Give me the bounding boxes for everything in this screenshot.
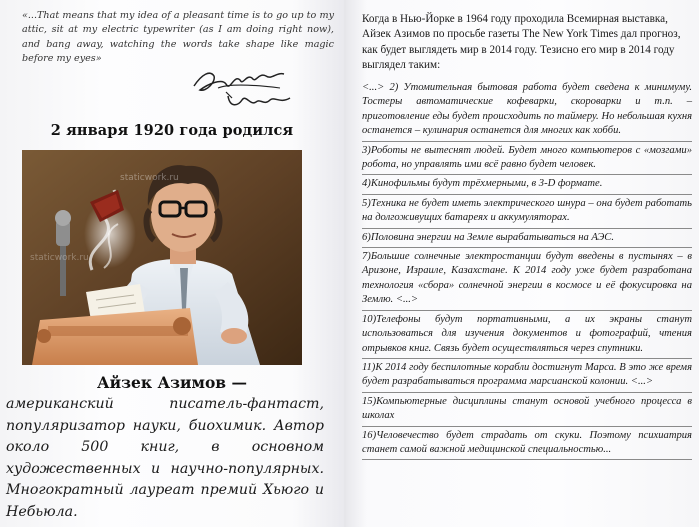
prediction-item: 5)Техника не будет иметь электрического шнура – она будет работать на долгоживущих батареях и аккумуляторах. xyxy=(362,197,692,229)
left-page xyxy=(0,0,344,527)
prediction-item: 15)Компьютерные дисциплины станут основой учебного процесса в школах xyxy=(362,395,692,427)
right-page xyxy=(346,0,699,527)
biography: американский писатель-фантаст, популяризатор науки, биохимик. Автор около 500 книг, в основном художественных и научно-популярных. Многократный лауреат премий Хьюго и Небьюла. xyxy=(6,396,324,520)
prediction-item: 3)Роботы не вытеснят людей. Будет много компьютеров с «мозгами» робота, но управлять ими всё равно будет человек. xyxy=(362,144,692,176)
prediction-item: 10)Телефоны будут портативными, а их экраны станут использоваться для изучения документов и фотографий, чтения отрывков книг. Связь будет осуществляться через спутники. xyxy=(362,313,692,359)
photo-watermark: staticwork.ru xyxy=(120,173,179,183)
prediction-item: 11)К 2014 году беспилотные корабли достигнут Марса. В это же время будет разрабатываться программа марсианской колонии. <...> xyxy=(362,361,692,393)
signature xyxy=(188,62,298,118)
asimov-photo xyxy=(22,150,302,365)
intro-paragraph: Когда в Нью-Йорке в 1964 году проходила Всемирная выставка, Айзек Азимов по просьбе газеты The New York Times дал прогноз, как будет выглядеть мир в 2014 году. Тезисно его мир в 2014 году выглядел таким: xyxy=(362,13,681,72)
signature-graphic xyxy=(188,62,298,114)
prediction-item: 16)Человечество будет страдать от скуки. Поэтому психиатрия станет самой важной медицинской специальностью... xyxy=(362,429,692,461)
asimov-quote: «...That means that my idea of a pleasant time is to go up to my attic, sit at my electric typewriter (as I am doing right now), and bang away, watching the words take shape like magic before my eyes» xyxy=(22,10,334,65)
prediction-item: <...> 2) Утомительная бытовая работа будет сведена к минимуму. Тостеры автоматические кофеварки, скороварки и т.п. – приготовление еды будет происходить по таймеру. Но небольшая кухня останется – кулинария останется для многих как хобби. xyxy=(362,81,692,142)
prediction-list xyxy=(362,81,692,462)
caption-name: Айзек Азимов — xyxy=(97,373,247,392)
birth-date-heading: 2 января 1920 года родился xyxy=(50,122,294,139)
prediction-item: 4)Кинофильмы будут трёхмерными, в 3-D формате. xyxy=(362,177,692,194)
photo-watermark-2: staticwork.ru xyxy=(30,253,89,263)
prediction-item: 7)Большие солнечные электростанции будут введены в пустынях – в Аризоне, Израиле, Казахстане. К 2014 году уже будет разработана технология «сбора» солнечной энергии в космосе и её фокусировка на Землю. <...> xyxy=(362,250,692,311)
prediction-item: 6)Половина энергии на Земле вырабатываться на АЭС. xyxy=(362,231,692,248)
